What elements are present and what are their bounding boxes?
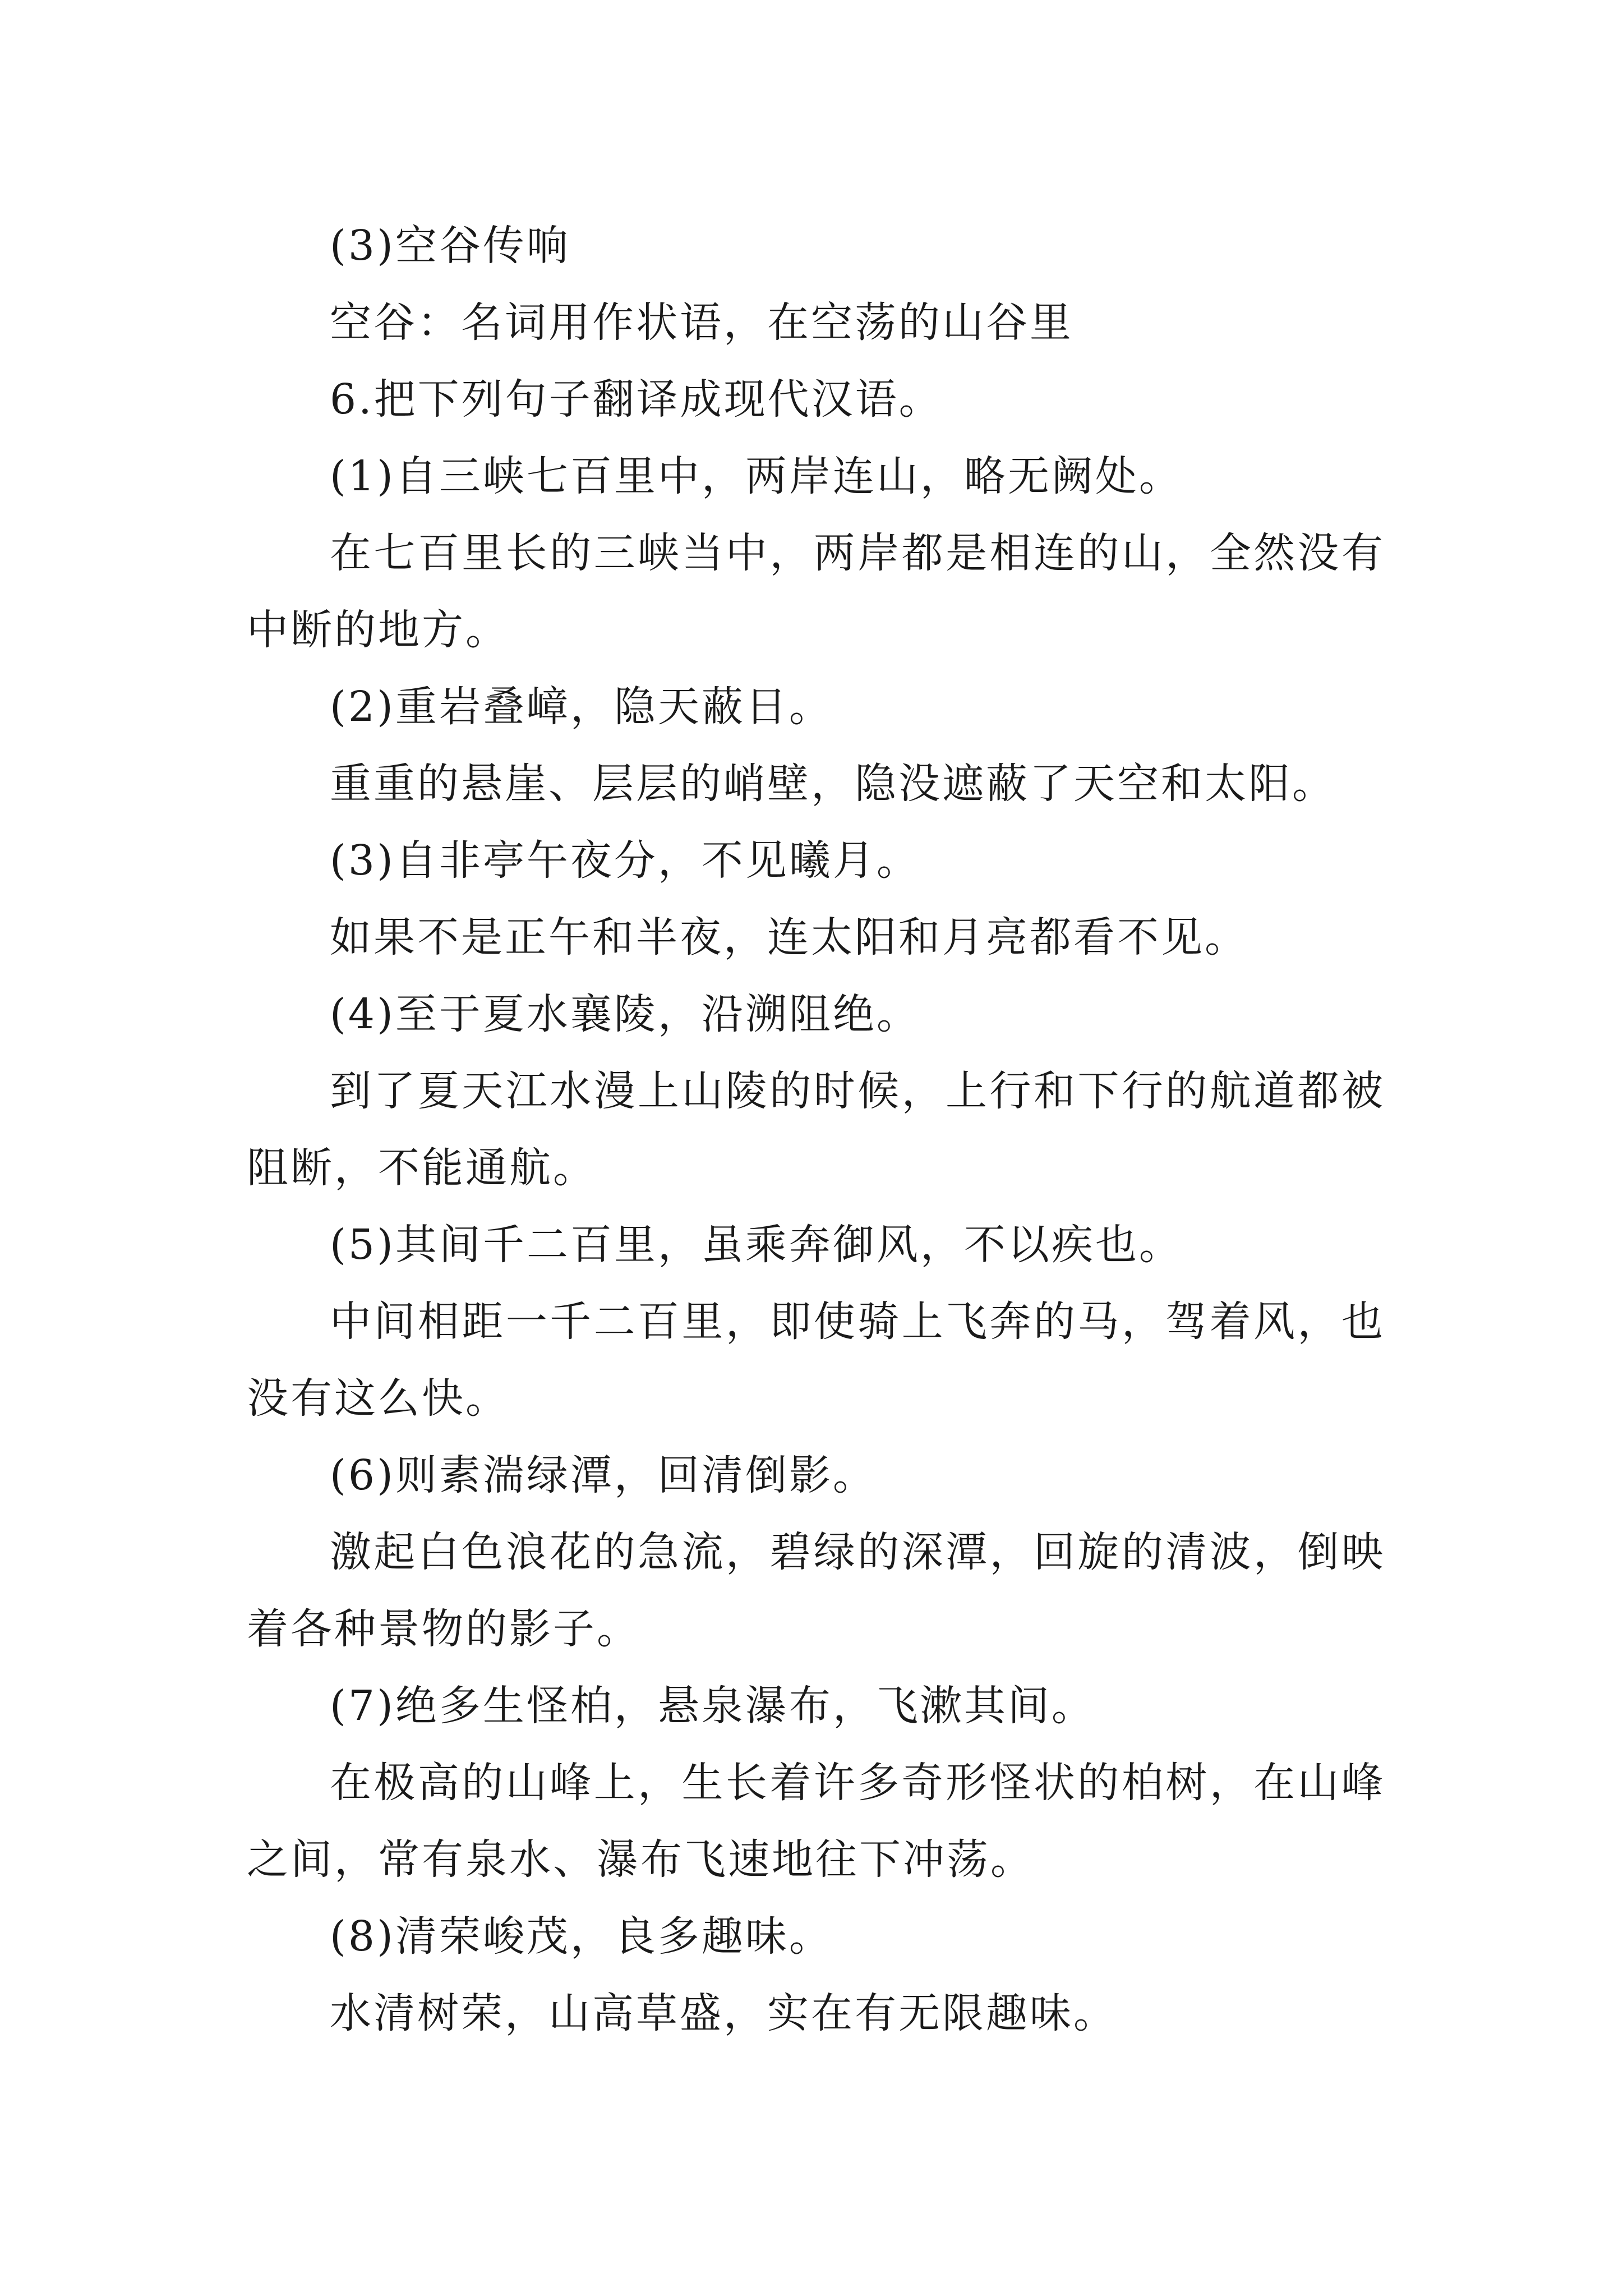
source-sentence: (8)清荣峻茂，良多趣味。 (330, 1912, 833, 1961)
paragraph: 空谷：名词用作状语，在空荡的山谷里 (330, 298, 1073, 347)
source-sentence: (7)绝多生怪柏，悬泉瀑布，飞漱其间。 (330, 1682, 1095, 1730)
source-sentence: (1)自三峡七百里中，两岸连山，略无阙处。 (330, 452, 1183, 500)
translation: 在极高的山峰上，生长着许多奇形怪状的柏树，在山峰之间，常有泉水、瀑布飞速地往下冲荡。 (247, 1759, 1385, 1884)
translation: 重重的悬崖、层层的峭壁，隐没遮蔽了天空和太阳。 (330, 760, 1336, 808)
source-sentence: (4)至于夏水襄陵，沿溯阻绝。 (330, 990, 920, 1038)
translation: 到了夏天江水漫上山陵的时候，上行和下行的航道都被阻断，不能通航。 (247, 1067, 1385, 1192)
document-body (247, 208, 1385, 2052)
translation: 激起白色浪花的急流，碧绿的深潭，回旋的清波，倒映着各种景物的影子。 (247, 1528, 1385, 1653)
source-sentence: (6)则素湍绿潭，回清倒影。 (330, 1451, 877, 1499)
translation: 中间相距一千二百里，即使骑上飞奔的马，驾着风，也没有这么快。 (247, 1297, 1385, 1423)
paragraph: (3)空谷传响 (330, 222, 570, 270)
question-heading: 6.把下列句子翻译成现代汉语。 (330, 375, 943, 424)
translation: 水清树荣，山高草盛，实在有无限趣味。 (330, 1989, 1117, 2037)
translation: 如果不是正午和半夜，连太阳和月亮都看不见。 (330, 913, 1248, 961)
translation: 在七百里长的三峡当中，两岸都是相连的山，全然没有中断的地方。 (247, 529, 1385, 654)
source-sentence: (3)自非亭午夜分，不见曦月。 (330, 836, 920, 885)
source-sentence: (2)重岩叠嶂，隐天蔽日。 (330, 683, 833, 731)
source-sentence: (5)其间千二百里，虽乘奔御风，不以疾也。 (330, 1221, 1183, 1269)
